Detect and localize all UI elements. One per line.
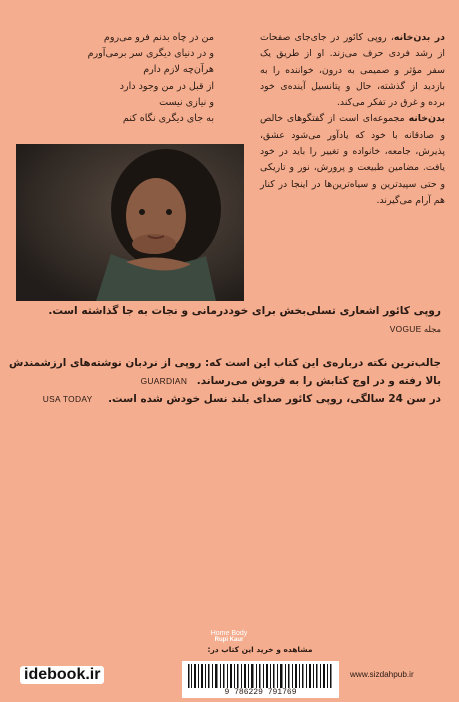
quote-text bbox=[21, 390, 441, 408]
poem-block bbox=[9, 30, 214, 127]
quote-vogue bbox=[21, 302, 441, 338]
description-paragraph-1: ، روپی کائور در جای‌جای صفحات از رشد فردی حرف می‌زند. او از طریق یک سفر مؤثر و صمیمی به درون، خواننده را به بازدید از گذشته، حال و پتانسیل آینده‌ی خود برده و غرق در تفکر می‌کند. bbox=[260, 32, 445, 109]
watermark-logo[interactable] bbox=[20, 666, 104, 684]
barcode-caption: مشاهده و خرید این کتاب در: bbox=[207, 645, 313, 654]
author-photo bbox=[16, 144, 244, 301]
author-name: Rupi Kaur bbox=[214, 637, 244, 643]
description-subtitle: بدن‌خانه bbox=[408, 113, 445, 125]
poem-line: از قبل در من وجود دارد bbox=[119, 80, 214, 92]
quote-text-continued: بالا رفته و در اوج کتابش را به فروش می‌رساند. bbox=[196, 375, 441, 387]
quote-source: مجله VOGUE bbox=[389, 324, 441, 334]
quote-text-line: در سن 24 سالگی، روپی کائور صدای بلند نسل خودش شده است. bbox=[108, 393, 441, 405]
quote-text bbox=[21, 372, 441, 390]
publisher-website[interactable]: www.sizdahpub.ir bbox=[350, 670, 414, 679]
author-portrait-image bbox=[16, 144, 244, 301]
description-title: در بدن‌خانه bbox=[393, 32, 445, 43]
poem-line: من در چاه بدنم فرو می‌روم bbox=[103, 32, 214, 43]
back-cover-title bbox=[198, 630, 260, 643]
poem-line: هرآن‌چه لازم دارم bbox=[143, 64, 214, 76]
book-title: Home Body bbox=[210, 630, 248, 637]
quotes-block bbox=[9, 354, 441, 408]
poem-line: و نیازی نیست bbox=[159, 96, 214, 108]
quote-text: جالب‌ترین نکته درباره‌ی این کتاب این است که: روپی از نردبان نوشته‌های ارزشمندش bbox=[9, 357, 441, 369]
quote-source: GUARDIAN bbox=[140, 376, 188, 386]
quote-source: USA TODAY bbox=[42, 394, 93, 404]
poem-line: و در دنیای دیگری سر برمی‌آورم bbox=[87, 48, 214, 60]
barcode-number: 9 786229 791769 bbox=[224, 688, 297, 697]
watermark-text: idebook.ir bbox=[20, 666, 104, 684]
poem-line: به جای دیگری نگاه کنم bbox=[122, 113, 214, 125]
quote-text: روپی کائور اشعاری تسلی‌بخش برای خوددرمانی و نجات به جا گذاشته است. bbox=[48, 305, 441, 317]
description-paragraph-2: مجموعه‌ای است از گفتگوهای خالص و صادقانه با خود که یادآور می‌شود عشق، پذیرش، جامعه، خانواده و تغییر را باید در خود یافت. مضامین طبیعت و پرورش، نور و تاریکی و حتی سپیدترین و سیاه‌ترین‌ها در اینجا در کنار هم آرام می‌گیرند. bbox=[260, 113, 445, 206]
book-description bbox=[260, 30, 445, 209]
barcode bbox=[182, 661, 339, 698]
